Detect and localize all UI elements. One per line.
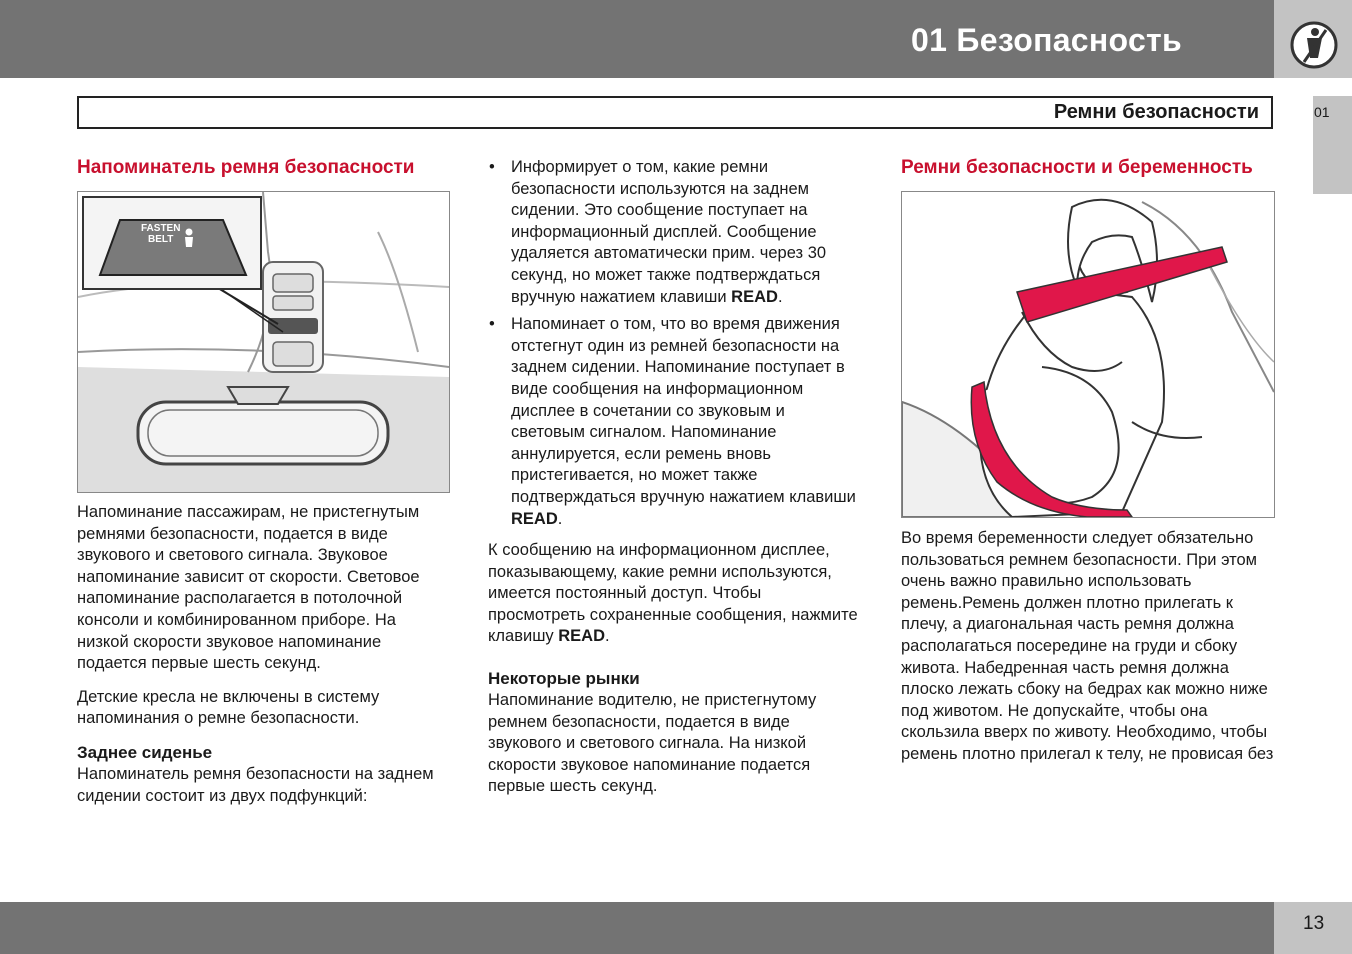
bullet-item [488, 314, 863, 530]
bullet-1-text: Информирует о том, какие ремни безопасности используются на заднем сидении. Это сообщение поступает на информационный дисплей. Сообщение удаляется автоматически прим. через 30 секунд, но может также подтверждаться вручную нажатием клавиши [511, 158, 827, 306]
fasten-belt-label-2: BELT [148, 234, 174, 245]
section-title: Ремни безопасности [1053, 101, 1259, 123]
fasten-belt-label-1: FASTEN [141, 223, 181, 234]
pregnant-woman-belt-drawing [902, 192, 1274, 517]
left-paragraph-1: Напоминание пассажирам, не пристегнутым ремнями безопасности, подается в виде звукового и светового сигнала. Звуковое напоминание зависит от скорости. Световое напоминание располагается в потолочной консоли и комбинированном приборе. На низкой скорости звуковое напоминание подается первые шесть секунд. [77, 503, 420, 673]
middle-paragraph-1 [488, 540, 863, 648]
middle-p1-text: К сообщению на информационном дисплее, показывающему, какие ремни используются, имеется постоянный доступ. Чтобы просмотреть сохраненные сообщения, нажмите клавишу [488, 541, 858, 646]
side-tab-label: 01 [1314, 104, 1330, 120]
bullet-item [488, 157, 863, 308]
pregnancy-seatbelt-illustration [901, 191, 1275, 518]
page-number-box [1274, 902, 1352, 954]
rear-seat-function-list [488, 157, 863, 530]
header-bar [0, 0, 1274, 78]
read-key-label: READ [731, 287, 778, 306]
right-heading: Ремни безопасности и беременность [901, 157, 1253, 178]
chapter-title: 01 Безопасность [911, 22, 1182, 58]
read-key-label: READ [558, 627, 606, 646]
middle-paragraph-2: Напоминание водителю, не пристегнутому ремнем безопасности, подается в виде звукового и светового сигнала. На низкой скорости звуковое напоминание подается первые шесть секунд. [488, 691, 817, 796]
bullet-2-end: . [557, 509, 563, 528]
middle-column [488, 157, 863, 810]
section-header [77, 96, 1273, 129]
left-column [77, 157, 452, 819]
overhead-console-illustration [77, 191, 450, 493]
left-heading: Напоминатель ремня безопасности [77, 157, 415, 178]
rear-seat-heading: Заднее сиденье [77, 742, 213, 762]
chapter-side-tab [1313, 96, 1352, 194]
some-markets-heading: Некоторые рынки [488, 669, 640, 689]
middle-p1-end: . [605, 627, 610, 646]
bullet-2-text: Напоминает о том, что во время движения отстегнут один из ремней безопасности на заднем сидении. Напоминание поступает в виде сообщения на информационном дисплее в сочетании со звуковым и световым сигналом. Напоминание аннулируется, если ремень вновь пристегивается, но может также подтверждаться вручную нажатием клавиши [511, 315, 856, 506]
right-paragraph-1: Во время беременности следует обязательно пользоваться ремнем безопасности. При этом очень важно правильно использовать ремень.Ремень должен плотно прилегать к плечу, а диагональная часть ремня должна располагаться посередине на груди и сбоку живота. Набедренная часть ремня должна плоско лежать сбоку на бедрах как можно ниже под животом. Не допускайте, чтобы она скользила вверх по животу. Необходимо, чтобы ремень плотно прилегал к телу, не провисая без [901, 529, 1274, 763]
read-key-label: READ [511, 509, 558, 528]
left-paragraph-3: Напоминатель ремня безопасности на заднем сидении состоит из двух подфункций: [77, 764, 434, 805]
bullet-1-end: . [777, 287, 783, 306]
chapter-icon-box [1274, 0, 1352, 78]
seatbelt-warning-icon [1274, 0, 1352, 78]
overhead-console-drawing [78, 192, 449, 492]
right-column [901, 157, 1276, 778]
left-paragraph-2: Детские кресла не включены в систему напоминания о ремне безопасности. [77, 687, 380, 728]
page-number: 13 [1303, 913, 1325, 934]
footer-bar [0, 902, 1274, 954]
